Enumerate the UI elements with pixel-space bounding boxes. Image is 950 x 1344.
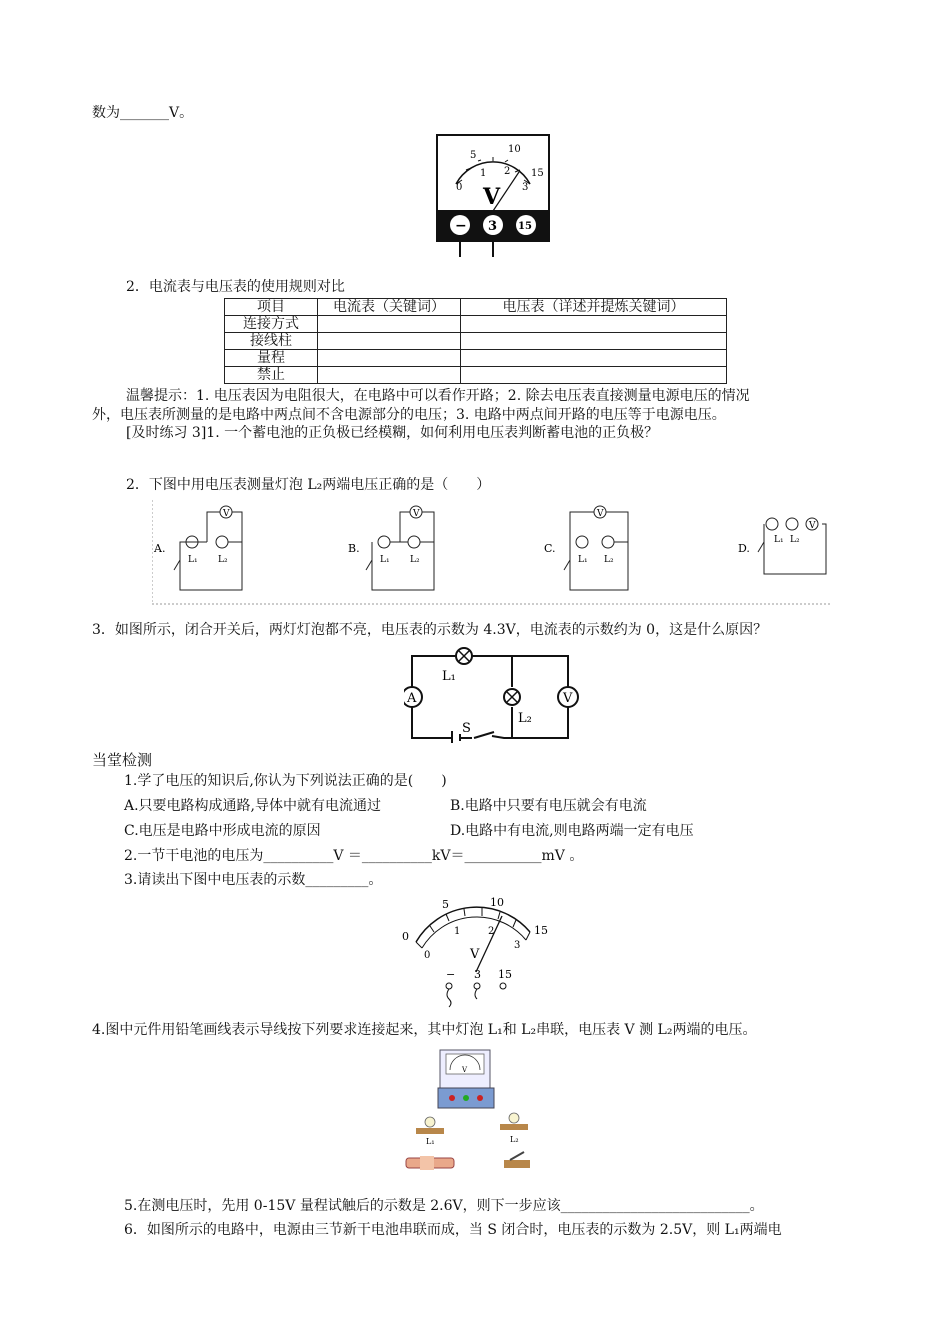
q2-title: 2．电流表与电压表的使用规则对比 [126, 279, 345, 295]
meter1-terminal-15: 15 [518, 221, 532, 232]
check-2: 2.一节干电池的电压为__________V ＝__________kV＝___________mV 。 [124, 848, 584, 864]
table-cell [318, 316, 461, 333]
table-cell [461, 333, 727, 350]
check-3: 3.请读出下图中电压表的示数_________。 [124, 872, 383, 888]
meter1-scale-15: 15 [531, 168, 544, 179]
check-4: 4.图中元件用铅笔画线表示导线按下列要求连接起来，其中灯泡 L₁和 L₂串联，电压表 V 测 L₂两端的电压。 [92, 1022, 757, 1038]
table-row-label: 量程 [225, 350, 318, 367]
option-b-l1: L₁ [380, 555, 390, 565]
option-a-l1: L₁ [188, 555, 198, 565]
components-figure [400, 1046, 536, 1176]
table-header-ammeter: 电流表（关键词） [318, 299, 461, 316]
meter1-scale-1: 1 [480, 168, 487, 179]
meter1-scale-0: 0 [456, 182, 463, 193]
table-row-label: 接线柱 [225, 333, 318, 350]
option-a-l2: L₂ [218, 555, 228, 565]
table-cell [461, 367, 727, 384]
check-1: 1.学了电压的知识后,你认为下列说法正确的是( ) [124, 773, 447, 789]
practice-3: 3．如图所示，闭合开关后，两灯灯泡都不亮，电压表的示数为 4.3V，电流表的示数约为 0，这是什么原因？ [92, 622, 768, 638]
option-c-l2: L₂ [604, 555, 614, 565]
rules-table [224, 298, 727, 384]
circuit-options-figure [152, 498, 834, 606]
meter2-scale-1: 1 [454, 926, 461, 937]
practice-2: 2．下图中用电压表测量灯泡 L₂两端电压正确的是（ ） [126, 477, 491, 493]
table-cell [461, 350, 727, 367]
q3-l2: L₂ [518, 711, 532, 726]
meter1-scale-10: 10 [508, 144, 521, 155]
check-1-option-c: C.电压是电路中形成电流的原因 [124, 823, 321, 839]
meter2-terminal-15: 15 [498, 968, 512, 981]
option-d-l1: L₁ [774, 535, 784, 545]
option-a-label: A. [154, 542, 166, 555]
table-cell [318, 333, 461, 350]
meter1-unit: V [483, 184, 501, 210]
table-row-label: 连接方式 [225, 316, 318, 333]
meter2-scale-0-inner: 0 [424, 950, 431, 961]
option-b-voltmeter: V [413, 509, 420, 519]
section-title: 当堂检测 [92, 751, 153, 769]
check-1-option-d: D.电路中有电流,则电路两端一定有电压 [450, 823, 694, 839]
components-voltmeter-letter: V [462, 1066, 468, 1074]
check-1-option-a: A.只要电路构成通路,导体中就有电流通过 [124, 798, 382, 814]
meter2-scale-0: 0 [402, 930, 409, 943]
tip-line-1: 温馨提示：1. 电压表因为电阻很大，在电路中可以看作开路；2. 除去电压表直接测量电源电压的情况 [126, 388, 750, 404]
practice-1: [及时练习 3]1. 一个蓄电池的正负极已经模糊，如何利用电压表判断蓄电池的正负极？ [126, 425, 659, 441]
meter2-scale-15: 15 [534, 924, 548, 937]
top-line: 数为_______V。 [92, 105, 194, 121]
check-1-option-b: B.电路中只要有电压就会有电流 [450, 798, 647, 814]
components-l1: L₁ [426, 1137, 435, 1146]
meter2-scale-10: 10 [490, 896, 504, 909]
table-cell [461, 316, 727, 333]
q3-l1: L₁ [442, 669, 456, 684]
voltmeter-figure-2 [398, 894, 554, 1008]
check-6: 6．如图所示的电路中，电源由三节新干电池串联而成，当 S 闭合时，电压表的示数为 2.5V，则 L₁两端电 [124, 1222, 782, 1238]
option-c-voltmeter: V [597, 509, 604, 519]
table-header-item: 项目 [225, 299, 318, 316]
option-c-l1: L₁ [578, 555, 588, 565]
table-cell [318, 367, 461, 384]
option-b-label: B. [348, 542, 360, 555]
meter1-scale-2: 2 [504, 166, 511, 177]
table-row-label: 禁止 [225, 367, 318, 384]
meter1-terminal-neg: − [455, 218, 467, 234]
option-a-voltmeter: V [223, 509, 230, 519]
voltmeter-figure-1 [436, 134, 550, 258]
meter2-terminal-3: 3 [474, 968, 481, 981]
components-l2: L₂ [510, 1135, 519, 1144]
option-d-l2: L₂ [790, 535, 800, 545]
meter2-unit: V [470, 947, 480, 962]
meter1-scale-3: 3 [522, 182, 529, 193]
table-cell [318, 350, 461, 367]
meter2-scale-3: 3 [514, 940, 521, 951]
option-d-voltmeter: V [809, 521, 816, 531]
meter2-scale-2: 2 [488, 926, 495, 937]
option-b-l2: L₂ [410, 555, 420, 565]
option-c-label: C. [544, 542, 556, 555]
check-5: 5.在测电压时，先用 0-15V 量程试触后的示数是 2.6V，则下一步应该___________________________。 [124, 1198, 764, 1214]
meter2-scale-5: 5 [442, 898, 449, 911]
meter2-terminal-neg: − [446, 968, 456, 981]
table-header-voltmeter: 电压表（详述并提炼关键词） [461, 299, 727, 316]
meter1-terminal-3: 3 [488, 219, 498, 234]
option-d-label: D. [738, 542, 750, 555]
q3-switch: S [462, 721, 471, 736]
tip-line-2: 外，电压表所测量的是电路中两点间不含电源部分的电压；3. 电路中两点间开路的电压等于电源电压。 [92, 407, 726, 423]
q3-ammeter: A [407, 691, 417, 706]
q3-voltmeter: V [563, 691, 573, 706]
meter1-scale-5: 5 [470, 150, 477, 161]
circuit-q3-figure [404, 646, 580, 744]
